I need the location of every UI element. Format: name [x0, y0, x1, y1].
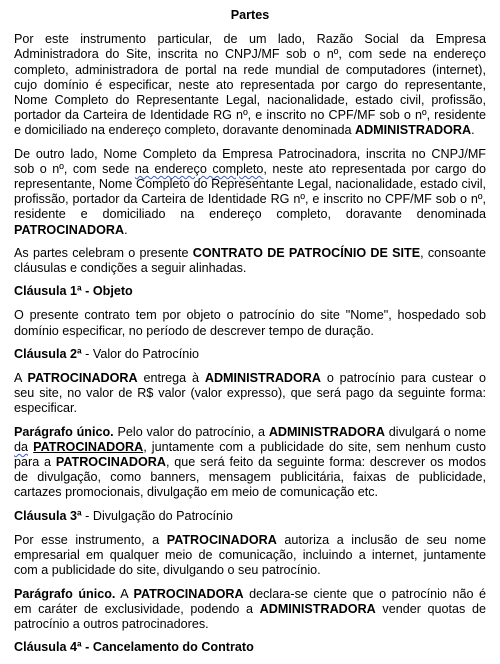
administrator-term: ADMINISTRADORA: [259, 601, 376, 616]
paragraph-text: As partes celebram o presente: [14, 245, 193, 260]
administrator-term: ADMINISTRADORA: [354, 123, 472, 138]
paragraph-text: Pelo valor do patrocínio, a: [113, 424, 269, 439]
paragraph-text: A: [115, 586, 134, 601]
paragraph-text: entrega à: [137, 371, 205, 386]
paragraph-text: A: [14, 371, 28, 386]
clause-3-heading: [14, 509, 486, 524]
administrator-term: ADMINISTRADORA: [204, 371, 321, 386]
clause-2-heading: [14, 347, 486, 362]
paragraph-text: , que será feito da seguinte forma: descrever os modos de divulgação, como banners, mensagem publicitária, faixas de publicidade, cartazes promocionais, divulgação em meio de comunicação etc.: [14, 455, 486, 500]
paragraph-text: , neste ato representada por cargo do representante, Nome Completo do Representante Legal, nacionalidade, estado civil, profissão, portador da Carteira de Identidade RG nº, e inscrito no CPF/MF sob o nº, residente e domiciliado na endereço completo, doravante denominada: [14, 161, 486, 222]
clause-3-paragraph: [14, 533, 486, 579]
party-administrator-paragraph: [14, 32, 486, 138]
paragraph-text: vender quotas de patrocínio a outros patrocinadores.: [14, 601, 486, 631]
sponsor-term: PATROCINADORA: [55, 455, 166, 470]
clause-title: - Valor do Patrocínio: [81, 346, 200, 361]
clause-number: Cláusula 3ª: [14, 508, 82, 523]
clause-2-paragraph: [14, 371, 486, 417]
clause-title: - Divulgação do Patrocínio: [81, 508, 233, 523]
clause-2-sole-paragraph: [14, 425, 486, 501]
paragraph-text: , consoante cláusulas e condições a seguir alinhadas.: [14, 245, 486, 276]
paragraph-text: , juntamente com a publicidade do site, sem nenhum custo para a: [14, 439, 486, 470]
sponsor-term-underlined: PATROCINADORA: [33, 439, 144, 454]
paragraph-label: Parágrafo único.: [14, 424, 114, 439]
paragraph-text: divulgará o nome: [384, 424, 486, 439]
paragraph-text: declara-se ciente que o patrocínio não é em caráter de exclusividade, podendo a: [14, 586, 486, 616]
paragraph-text: Por este instrumento particular, de um lado, Razão Social da Empresa Administradora do Site, inscrita no CNPJ/MF sob o nº, com sede na endereço completo, administradora de portal na rede mundial de computadores (internet), cujo domínio é especificar, neste ato representada por cargo do representante, Nome Completo do Representante Legal, nacionalidade, estado civil, profissão, portador da Carteira de Identidade RG nº, e inscrito no CPF/MF sob o nº, residente e domiciliado na endereço completo, doravante denominada: [14, 32, 486, 138]
section-title: Partes: [230, 8, 270, 22]
paragraph-label: Parágrafo único.: [14, 586, 116, 601]
paragraph-text: .: [124, 222, 128, 237]
paragraph-text: o patrocínio para custear o seu site, no valor de R$ valor (valor expresso), que será pago da seguinte forma: especificar.: [14, 371, 486, 416]
contract-name: CONTRATO DE PATROCÍNIO DE SITE: [192, 245, 421, 260]
sponsor-term: PATROCINADORA: [27, 371, 138, 386]
paragraph-text: autoriza a inclusão de seu nome empresarial em qualquer meio de comunicação, incluindo a internet, juntamente com a publicidade do site, divulgando o seu patrocínio.: [14, 532, 486, 578]
administrator-term: ADMINISTRADORA: [268, 424, 385, 439]
spellcheck-flagged-text[interactable]: da: [14, 439, 29, 454]
paragraph-text: De outro lado, Nome Completo da Empresa Patrocinadora, inscrita no CNPJ/MF sob o nº, com sede: [14, 146, 486, 176]
sponsor-term: PATROCINADORA: [166, 532, 277, 547]
clause-4-heading: Cláusula 4ª - Cancelamento do Contrato: [14, 640, 254, 655]
clause-1-paragraph: O presente contrato tem por objeto o patrocínio do site "Nome", hospedado sob domínio especificar, no período de descrever tempo de duração.: [14, 308, 486, 338]
clause-1-heading: Cláusula 1ª - Objeto: [14, 284, 133, 299]
spellcheck-flagged-text[interactable]: na endereço completo: [134, 161, 264, 176]
clause-number: Cláusula 2ª: [14, 346, 82, 361]
contract-document: [14, 0, 486, 664]
party-sponsor-paragraph: [14, 147, 486, 238]
paragraph-text: .: [471, 123, 475, 138]
agreement-paragraph: [14, 246, 486, 276]
paragraph-text: Por esse instrumento, a: [14, 532, 167, 547]
sponsor-term: PATROCINADORA: [14, 222, 125, 237]
clause-3-sole-paragraph: [14, 587, 486, 633]
sponsor-term: PATROCINADORA: [133, 586, 244, 601]
